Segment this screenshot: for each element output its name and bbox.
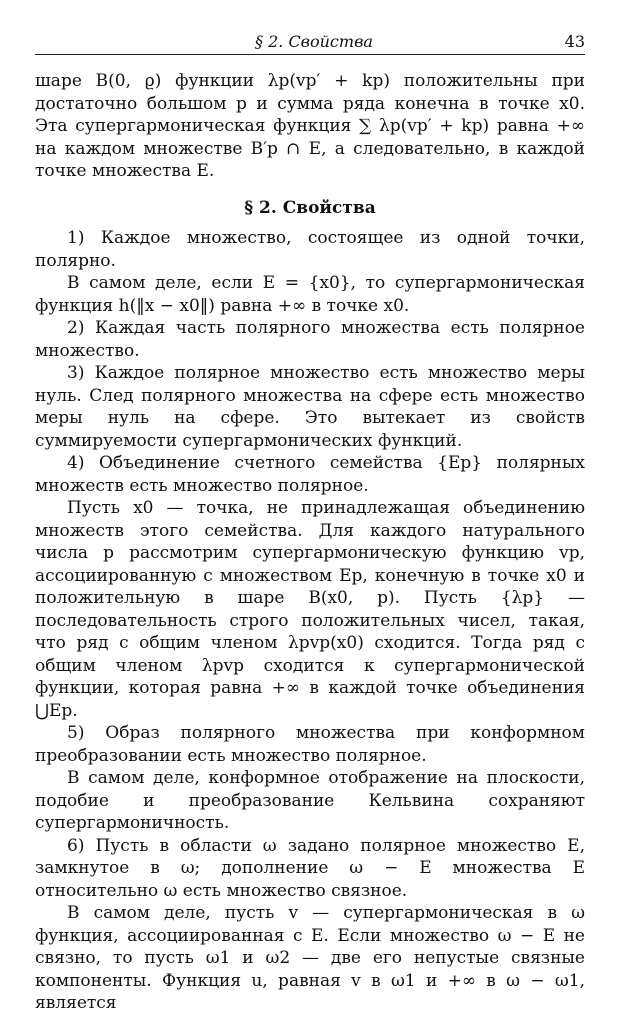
paragraph-property-4: 4) Объединение счетного семейства {Ep} полярных множеств есть множество полярное. <box>35 453 585 496</box>
paragraph-proof-1: В самом деле, если E = {x0}, то супергармоническая функция h(‖x − x0‖) равна +∞ в точке x0. <box>35 273 585 316</box>
page-header <box>35 32 585 55</box>
paragraph-property-2: 2) Каждая часть полярного множества есть полярное множество. <box>35 318 585 361</box>
page-number: 43 <box>564 32 585 51</box>
paragraph-continuation: шаре B(0, ϱ) функции λp(vp′ + kp) положительны при достаточно большом p и сумма ряда конечна в точке x0. Эта супергармоническая функция ∑ λp(vp′ + kp) равна +∞ на каждом множестве B′p ∩ E, а следовательно, в каждой точке множества E. <box>35 71 585 181</box>
page-body <box>35 70 585 1015</box>
paragraph-property-3: 3) Каждое полярное множество есть множество меры нуль. След полярного множества на сфере есть множество меры нуль на сфере. Это вытекает из свойств суммируемости супергармонических функций. <box>35 363 585 451</box>
section-title: § 2. Свойства <box>244 197 376 218</box>
running-head: § 2. Свойства <box>255 32 373 51</box>
paragraph-proof-5: В самом деле, конформное отображение на плоскости, подобие и преобразование Кельвина сохраняют супергармоничность. <box>35 768 585 833</box>
paragraph-proof-6: В самом деле, пусть v — супергармоническая в ω функция, ассоциированная с E. Если множество ω − E не связно, то пусть ω1 и ω2 — две его непустые связные компоненты. Функция u, равная v в ω1 и +∞ в ω − ω1, является <box>35 903 585 1013</box>
paragraph-property-6: 6) Пусть в области ω задано полярное множество E, замкнутое в ω; дополнение ω − E множества E относительно ω есть множество связное. <box>35 835 585 901</box>
paragraph-property-1: 1) Каждое множество, состоящее из одной точки, полярно. <box>35 228 585 271</box>
paragraph-proof-4: Пусть x0 — точка, не принадлежащая объединению множеств этого семейства. Для каждого натурального числа p рассмотрим супергармоническую функцию vp, ассоциированную с множеством Ep, конечную в точке x0 и положительную в шаре B(x0, p). Пусть {λp} — последовательность строго положительных чисел, такая, что ряд с общим членом λpvp(x0) сходится. Тогда ряд с общим членом λpvp сходится к супергармонической функции, которая равна +∞ в каждой точке объединения ⋃Ep. <box>35 498 585 721</box>
paragraph-property-5: 5) Образ полярного множества при конформном преобразовании есть множество полярное. <box>35 723 585 766</box>
